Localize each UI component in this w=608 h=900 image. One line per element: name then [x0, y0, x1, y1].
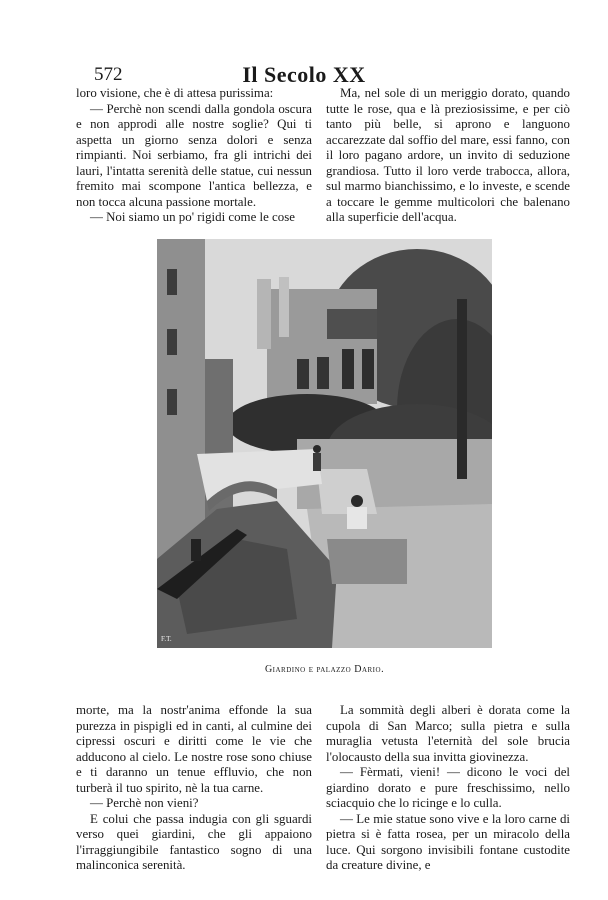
paragraph: — Fèrmati, vieni! — dicono le voci del giardino dorato e pure freschissimo, nello sciacquio che lo ricinge e lo culla.	[326, 765, 570, 810]
paragraph: — Le mie statue sono vive e la loro carne di pietra si è fatta rosea, per un miracolo della luce. Qui sorgono invisibili fontane custodite da creature divine, e	[326, 811, 570, 872]
paragraph: loro visione, che è di attesa purissima:	[76, 86, 274, 100]
page-number: 572	[94, 64, 123, 85]
column-top-right	[326, 86, 570, 226]
photo-mark: F.T.	[161, 635, 172, 643]
paragraph: Ma, nel sole di un meriggio dorato, quando tutte le rose, qua e là preziosissime, e per ciò tanto più belle, si aprono e languono accarezzate dal soffio del mare, essi fanno, con il loro pagano ardore, un invito di seduzione grandiosa. Tutto il loro verde trabocca, allora, sul marmo bianchissimo, e lo investe, e scende a toccare le gemme multicolori che balenano alla superficie dell'acqua.	[326, 86, 570, 224]
column-bottom-left	[76, 703, 312, 874]
photo-giardino-palazzo-dario	[157, 239, 492, 648]
column-bottom-right	[326, 703, 570, 874]
paragraph: — Noi siamo un po' rigidi come le cose	[90, 210, 295, 224]
column-top-left	[76, 86, 312, 226]
paragraph: E colui che passa indugia con gli sguardi verso quei giardini, che gli appaiono l'irraggiungibile fantastico sogno di una malinconica serenità.	[76, 811, 312, 872]
paragraph: — Perchè non scendi dalla gondola oscura e non approdi alle nostre soglie? Qui ti aspetta un giorno senza dolori e senza rimpianti. Noi serbiamo, fra gli intrichi dei lauri, l'intatta serenità delle statue, cui nessun fremito mai scompone l'antica bellezza, e non tocca alcuna passione mortale.	[76, 101, 312, 209]
figure-caption: Giardino e palazzo Dario.	[264, 664, 385, 675]
paragraph: — Perchè non vieni?	[90, 796, 199, 810]
paragraph: La sommità degli alberi è dorata come la cupola di San Marco; sulla pietra e sulla muraglia vetusta l'eternità del sole brucia l'olocausto della sua invitta giovinezza.	[326, 703, 570, 764]
running-title: Il Secolo XX	[242, 62, 366, 87]
paragraph: morte, ma la nostr'anima effonde la sua purezza in pispigli ed in canti, al culmine dei cipressi oscuri e diritti come le vie che adducono al cielo. Le nostre rose sono chiuse e ti daranno un tenue effluvio, che non turberà il tuo spirito, nè la tua carne.	[76, 703, 312, 795]
